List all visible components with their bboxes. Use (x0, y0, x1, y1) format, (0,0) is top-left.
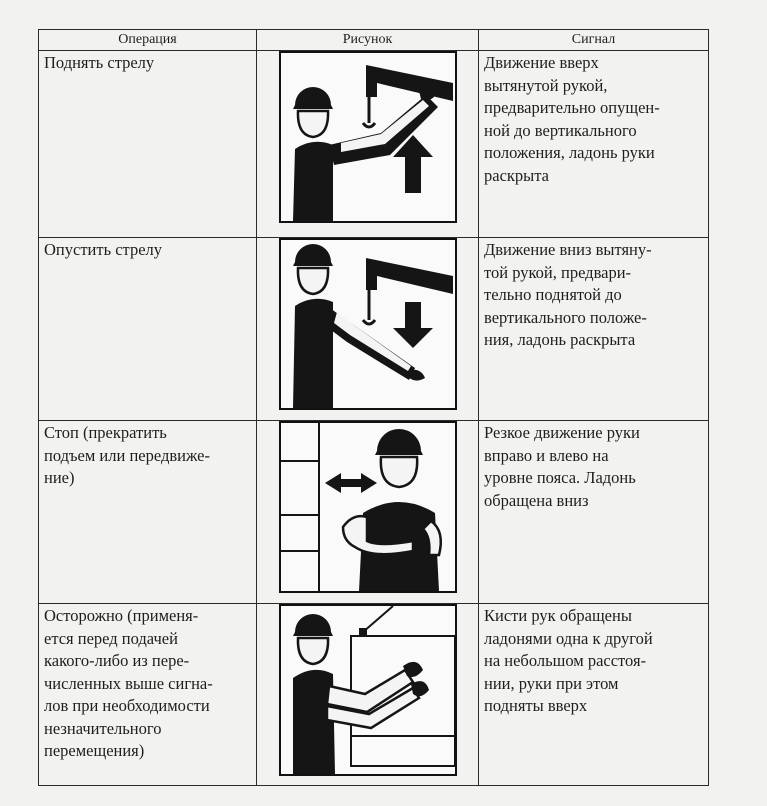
signal-text: вправо и влево на (484, 445, 609, 465)
operation-text: подъем или передвиже- (44, 445, 210, 465)
crane-signals-table (38, 29, 709, 786)
signal-text: Движение вниз вытяну- (484, 240, 652, 259)
operation-text: перемещения) (44, 741, 145, 760)
operation-cell (39, 238, 257, 421)
signal-text: Движение вверх (484, 53, 599, 72)
picture-cell (257, 421, 479, 604)
signal-text: Резкое движение руки (484, 423, 640, 442)
picture-cell (257, 51, 479, 238)
signal-text: предварительно опущен- (484, 98, 660, 117)
operation-text: какого-либо из пере- (44, 651, 190, 670)
signal-text: раскрыта (484, 165, 549, 185)
signal-text: ладонями одна к другой (484, 628, 653, 648)
signal-text: подняты вверх (484, 696, 588, 715)
table-row (39, 421, 709, 604)
table-row (39, 51, 709, 238)
signal-cell (479, 604, 709, 786)
operation-text: численных выше сигна- (44, 673, 213, 693)
header-operation: Операция (39, 30, 257, 51)
header-signal: Сигнал (479, 30, 709, 51)
signal-cell (479, 421, 709, 604)
signal-cell (479, 238, 709, 421)
signal-text: Кисти рук обращены (484, 606, 632, 625)
signal-text: вертикального положе- (484, 307, 647, 327)
raise-boom-icon (279, 51, 457, 223)
picture-cell (257, 604, 479, 786)
operation-text: Осторожно (применя- (44, 606, 199, 625)
operation-text: ется перед подачей (44, 628, 178, 648)
signal-text: той рукой, предвари- (484, 262, 632, 282)
signal-text: уровне пояса. Ладонь (484, 468, 636, 487)
table-header-row (39, 30, 709, 51)
operation-cell (39, 604, 257, 786)
operation-text: лов при необходимости (44, 696, 210, 715)
signal-text: вытянутой рукой, (484, 75, 608, 95)
operation-text: Поднять стрелу (44, 53, 155, 72)
signal-text: на небольшом расстоя- (484, 651, 647, 670)
signal-text: ния, ладонь раскрыта (484, 330, 636, 349)
picture-cell (257, 238, 479, 421)
operation-text: незначительного (44, 718, 162, 738)
table-row (39, 238, 709, 421)
table-row (39, 604, 709, 786)
signal-text: обращена вниз (484, 490, 589, 510)
signal-cell (479, 51, 709, 238)
header-picture: Рисунок (257, 30, 479, 51)
signal-text: тельно поднятой до (484, 285, 622, 304)
operation-text: Опустить стрелу (44, 240, 163, 259)
caution-signal-icon (279, 604, 457, 776)
operation-text: Стоп (прекратить (44, 423, 167, 442)
operation-text: ние) (44, 468, 75, 487)
stop-signal-icon (279, 421, 457, 593)
operation-cell (39, 421, 257, 604)
signal-text: положения, ладонь руки (484, 143, 655, 162)
operation-cell (39, 51, 257, 238)
signal-text: ной до вертикального (484, 120, 637, 140)
lower-boom-icon (279, 238, 457, 410)
signal-text: нии, руки при этом (484, 673, 619, 693)
